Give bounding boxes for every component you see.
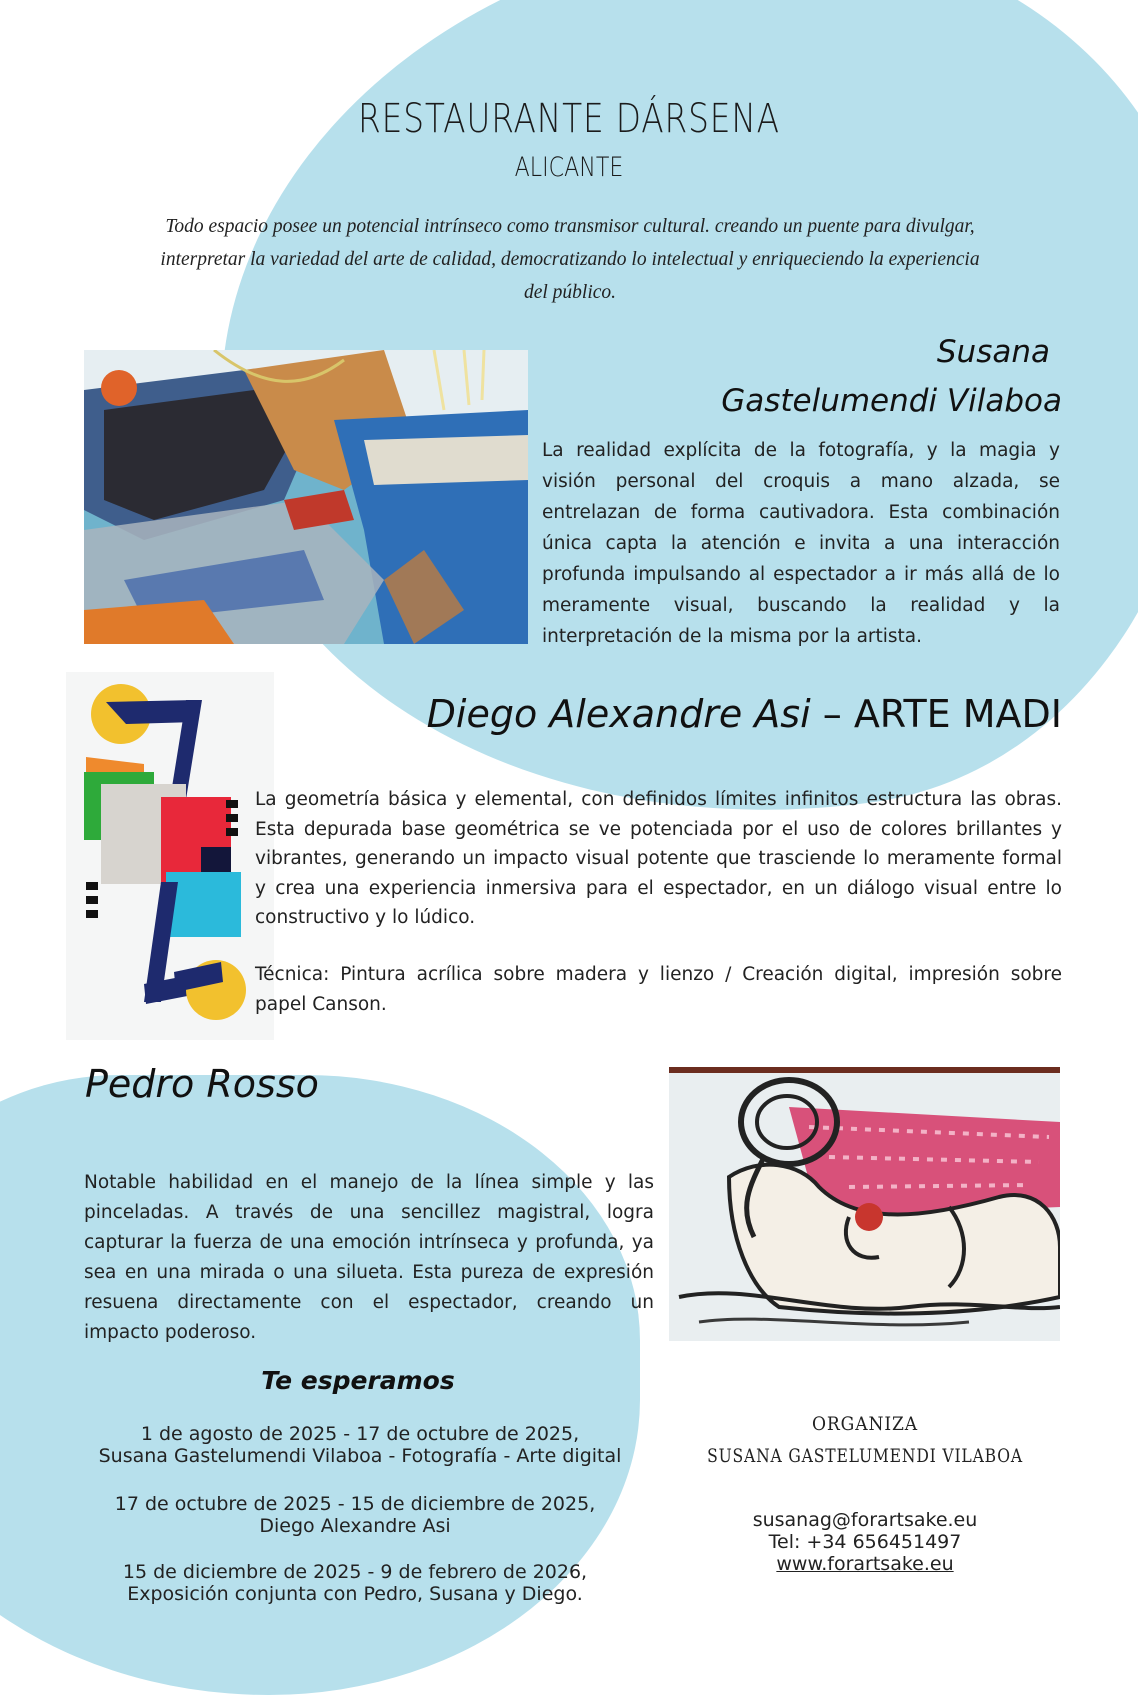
contact-block <box>680 1509 1050 1575</box>
schedule-item-3-note: Exposición conjunta con Pedro, Susana y Diego. <box>127 1583 583 1605</box>
organizer-label: ORGANIZA <box>811 1413 919 1435</box>
artist-technique-diego: Técnica: Pintura acrílica sobre madera y lienzo / Creación digital, impresión sobre papel Canson. <box>255 964 1062 1015</box>
schedule-item <box>55 1493 655 1537</box>
artist-description-pedro: Notable habilidad en el manejo de la línea simple y las pinceladas. A través de una sencillez magistral, logra capturar la fuerza de una emoción intrínseca y profunda, ya sea en una mirada o una silueta. Esta pureza de expresión resuena directamente con el espectador, creando un impacto poderoso. <box>84 1172 654 1343</box>
artwork-madi-geometric <box>66 672 274 1040</box>
organizer-name: SUSANA GASTELUMENDI VILABOA <box>707 1445 1023 1467</box>
page-subtitle: ALICANTE <box>514 152 624 183</box>
artist-description-susana: La realidad explícita de la fotografía, y la magia y visión personal del croquis a mano alzada, se entrelazan de forma cautivadora. Esta combinación única capta la atención e invita a una interacción profunda impulsando al espectador a ir más allá de lo meramente visual, buscando la realidad y la interpretación de la misma por la artista. <box>542 440 1060 647</box>
schedule-item-3-dates: 15 de diciembre de 2025 - 9 de febrero de 2026, <box>122 1561 588 1583</box>
website-link[interactable]: www.forartsake.eu <box>776 1553 954 1575</box>
intro-text: Todo espacio posee un potencial intrínseco como transmisor cultural. creando un puente para divulgar, interpretar la variedad del arte de calidad, democratizando lo intelectual y enriqueciendo la experiencia del público. <box>160 216 980 303</box>
artist-name-pedro: Pedro Rosso <box>85 1062 319 1106</box>
artist-name-diego <box>300 692 1062 736</box>
page-title: RESTAURANTE DÁRSENA <box>358 96 780 142</box>
schedule-item-1-artist: Susana Gastelumendi Vilaboa - Fotografía - Arte digital <box>98 1445 622 1467</box>
schedule-item-1-dates: 1 de agosto de 2025 - 17 de octubre de 2025, <box>140 1423 580 1445</box>
artist-name-susana-line2: Gastelumendi Vilaboa <box>721 383 1062 419</box>
artist-name-diego-italic: Diego Alexandre Asi <box>426 692 811 736</box>
artist-name-susana-line1: Susana <box>936 334 1050 370</box>
schedule-item-2-artist: Diego Alexandre Asi <box>259 1515 451 1537</box>
artwork-boats-photo <box>84 350 528 644</box>
schedule-item-2-dates: 17 de octubre de 2025 - 15 de diciembre de 2025, <box>114 1493 596 1515</box>
schedule-item <box>55 1561 655 1605</box>
schedule-item <box>60 1423 660 1467</box>
artist-name-diego-rest: – ARTE MADI <box>810 692 1062 736</box>
artwork-reclining-figure <box>669 1067 1060 1341</box>
schedule-heading: Te esperamos <box>261 1366 455 1395</box>
contact-phone: Tel: +34 656451497 <box>768 1531 962 1553</box>
artist-description-diego: La geometría básica y elemental, con definidos límites infinitos estructura las obras. Esta depurada base geométrica se ve potenciada por el uso de colores brillantes y vibrantes, generando un impacto visual potente que trasciende lo meramente formal y crea una experiencia inmersiva para el espectador, en un diálogo visual entre lo constructivo y lo lúdico. <box>255 789 1062 928</box>
contact-email[interactable]: susanag@forartsake.eu <box>752 1509 978 1531</box>
